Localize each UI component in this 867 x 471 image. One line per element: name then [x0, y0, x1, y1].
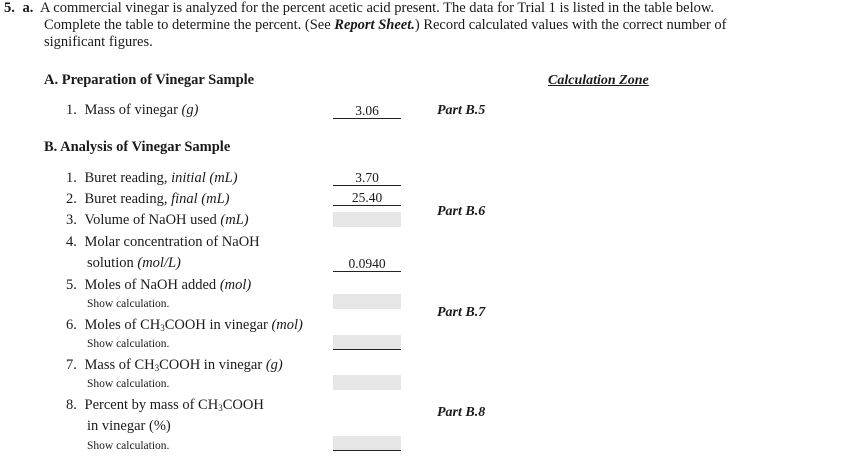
- question-line2: [44, 17, 726, 34]
- section-b-item-8: 8. Percent by mass of $CH_3COOH$: [66, 397, 264, 413]
- show-calculation-6: Show calculation.: [87, 338, 170, 350]
- section-b-item-7: 7. Mass of $CH_3COOH$ in vinegar (g): [66, 357, 283, 373]
- section-b-item-2: 2. Buret reading, final (mL): [66, 191, 230, 207]
- mass-acetic-acid-answer-box[interactable]: [333, 375, 401, 390]
- calculation-zone-heading: Calculation Zone: [548, 73, 649, 88]
- section-a-item-1: 1. Mass of vinegar (g): [66, 102, 199, 118]
- question-part: a.: [22, 0, 34, 16]
- show-calculation-8: Show calculation.: [87, 440, 170, 452]
- question-line1: A commercial vinegar is analyzed for the percent acetic acid present. The data for Trial 1 is listed in the table below.: [40, 0, 715, 16]
- buret-final-value: 25.40: [333, 190, 401, 206]
- section-b-item-1: 1. Buret reading, initial (mL): [66, 170, 238, 186]
- part-b6-label: Part B.6: [437, 204, 486, 219]
- section-b-item-8-line2: in vinegar (%): [87, 418, 171, 434]
- buret-initial-value: 3.70: [333, 170, 401, 186]
- section-a-title: A. Preparation of Vinegar Sample: [44, 72, 255, 88]
- section-b-item-6: 6. Moles of $CH_3COOH$ in vinegar (mol): [66, 317, 303, 333]
- volume-naoh-answer-box[interactable]: [333, 212, 401, 227]
- question-number: 5.: [4, 0, 15, 16]
- section-b-item-4-line2: solution (mol/L): [87, 255, 181, 271]
- section-b-item-3: 3. Volume of NaOH used (mL): [66, 212, 249, 228]
- mass-of-vinegar-value: 3.06: [333, 103, 401, 119]
- naoh-molarity-value: 0.0940: [333, 256, 401, 272]
- section-b-item-4: 4. Molar concentration of NaOH: [66, 234, 260, 250]
- part-b8-label: Part B.8: [437, 405, 486, 420]
- moles-acetic-acid-answer-box[interactable]: [333, 335, 401, 350]
- question-line3: significant figures.: [44, 34, 153, 50]
- show-calculation-5: Show calculation.: [87, 298, 170, 310]
- report-sheet-ref: Report Sheet.: [334, 17, 415, 33]
- show-calculation-7: Show calculation.: [87, 378, 170, 390]
- question-line2-pre: Complete the table to determine the percent. (See: [44, 17, 335, 33]
- percent-acetic-acid-answer-box[interactable]: [333, 436, 401, 451]
- part-b5-label: Part B.5: [437, 103, 486, 118]
- question-line2-post: ) Record calculated values with the correct number of: [414, 17, 727, 33]
- moles-naoh-answer-box[interactable]: [333, 294, 401, 309]
- part-b7-label: Part B.7: [437, 305, 486, 320]
- section-b-title: B. Analysis of Vinegar Sample: [44, 139, 231, 155]
- section-b-item-5: 5. Moles of NaOH added (mol): [66, 277, 252, 293]
- question-header: [4, 0, 714, 17]
